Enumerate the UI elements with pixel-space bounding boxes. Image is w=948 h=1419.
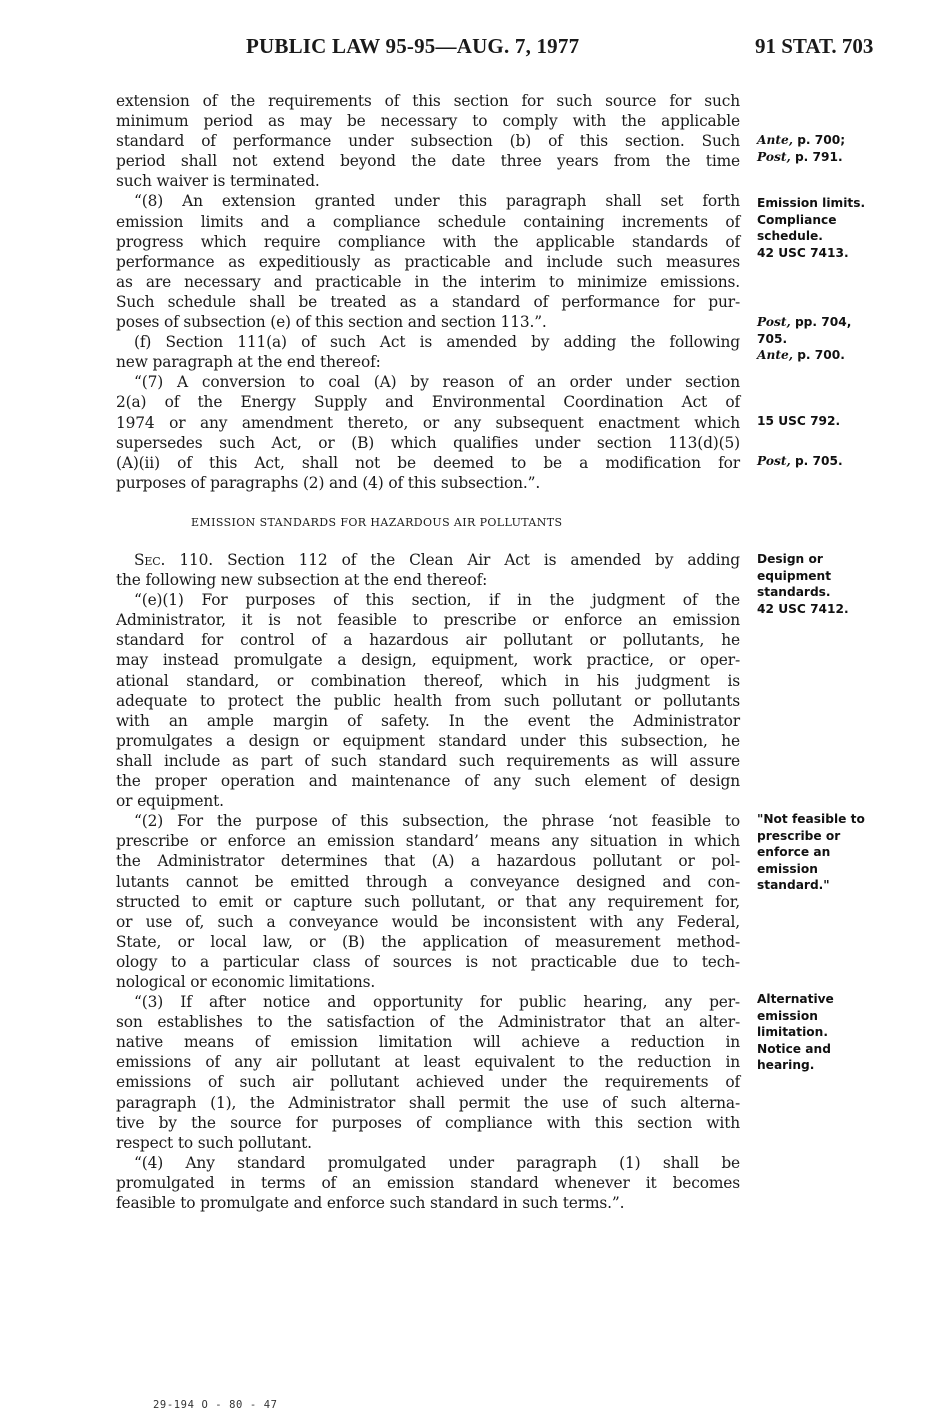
text-line: ational standard, or combination thereof, which in his judgment is (116, 671, 740, 690)
margin-note-line: prescribe or (757, 828, 841, 843)
text-line: progress which require compliance with the applicable standards of (116, 232, 740, 251)
margin-note-ante-post (757, 132, 937, 165)
text-line: new paragraph at the end thereof: (116, 353, 381, 372)
text-line: the proper operation and maintenance of any such element of design (116, 772, 740, 791)
text-line: as are necessary and practicable in the interim to minimize emissions. (116, 272, 740, 291)
margin-note-line: "Not feasible to (757, 812, 865, 826)
margin-note-line: Compliance (757, 212, 837, 227)
text-line: supersedes such Act, or (B) which qualifies under section 113(d)(5) (116, 433, 740, 452)
text-line-sec-110 (116, 550, 740, 570)
margin-note-alternative-emission (757, 991, 937, 1074)
text-line: such waiver is terminated. (116, 172, 320, 191)
margin-note-not-feasible (757, 811, 937, 894)
text-line: purposes of paragraphs (2) and (4) of this subsection.”. (116, 473, 541, 492)
text-line: lutants cannot be emitted through a conveyance designed and con- (116, 872, 740, 891)
text-line: promulgated in terms of an emission standard whenever it becomes (116, 1173, 740, 1192)
text-line: “(8) An extension granted under this paragraph shall set forth (134, 192, 740, 211)
text-line: native means of emission limitation will achieve a reduction in (116, 1033, 740, 1052)
margin-note-line: enforce an (757, 845, 831, 859)
text-line: shall include as part of such standard such requirements as will assure (116, 751, 740, 770)
text-line: “(4) Any standard promulgated under paragraph (1) shall be (134, 1153, 740, 1172)
text-line: (f) Section 111(a) of such Act is amended by adding the following (134, 333, 740, 352)
text-line: structed to emit or capture such pollutant, or that any requirement for, (116, 892, 740, 911)
sec-110-text: 110. Section 112 of the Clean Air Act is amended by adding (165, 551, 740, 569)
margin-note-line: emission (757, 1008, 818, 1023)
margin-note-line: Post, pp. 704, (757, 315, 852, 329)
text-line: may instead promulgate a design, equipment, work practice, or oper- (116, 651, 740, 670)
margin-note-emission-limits (757, 195, 937, 261)
text-line: paragraph (1), the Administrator shall permit the use of such alterna- (116, 1093, 740, 1112)
text-line: emissions of any air pollutant at least equivalent to the reduction in (116, 1053, 740, 1072)
margin-note-line: hearing. (757, 1058, 815, 1072)
margin-note-line: schedule. (757, 229, 823, 243)
margin-note-line: Ante, p. 700. (757, 348, 845, 362)
section-heading: EMISSION STANDARDS FOR HAZARDOUS AIR POLLUTANTS (191, 516, 563, 529)
sec-label: Sec. (134, 551, 166, 569)
margin-note-usc-792 (757, 413, 937, 430)
text-line: emission limits and a compliance schedule containing increments of (116, 212, 740, 231)
text-line: “(e)(1) For purposes of this section, if in the judgment of the (134, 591, 740, 610)
page-header-stat: 91 STAT. 703 (755, 34, 874, 58)
margin-note-line: Design or (757, 552, 823, 566)
text-line: “(3) If after notice and opportunity for public hearing, any per- (134, 993, 740, 1012)
margin-note-line: 42 USC 7412. (757, 601, 849, 616)
margin-note-line: Post, p. 705. (757, 454, 843, 468)
margin-note-line: Alternative (757, 992, 834, 1006)
text-line: or equipment. (116, 792, 224, 811)
text-line: “(2) For the purpose of this subsection, the phrase ‘not feasible to (134, 812, 740, 831)
margin-note-line: Ante, p. 700; (757, 133, 846, 147)
text-line: minimum period as may be necessary to comply with the applicable (116, 112, 740, 131)
text-line: standard of performance under subsection (b) of this section. Such (116, 132, 740, 151)
margin-note-line: 15 USC 792. (757, 414, 841, 428)
text-line: performance as expeditiously as practicable and include such measures (116, 252, 740, 271)
body-text-block-1 (116, 91, 740, 493)
text-line: with an ample margin of safety. In the event the Administrator (116, 711, 740, 730)
text-line: respect to such pollutant. (116, 1133, 312, 1152)
text-line: ology to a particular class of sources is not practicable due to tech- (116, 952, 740, 971)
text-line: emissions of such air pollutant achieved under the requirements of (116, 1073, 740, 1092)
margin-note-post-704 (757, 314, 937, 364)
text-line: tive by the source for purposes of compliance with this section with (116, 1113, 740, 1132)
margin-note-line: Emission limits. (757, 196, 866, 210)
margin-note-line: standard." (757, 878, 830, 892)
text-line: or use of, such a conveyance would be inconsistent with any Federal, (116, 912, 740, 931)
text-line: 1974 or any amendment thereto, or any subsequent enactment which (116, 413, 740, 432)
margin-note-line: 42 USC 7413. (757, 245, 849, 260)
margin-note-post-705 (757, 453, 937, 470)
margin-note-line: Notice and (757, 1041, 831, 1056)
text-line: (A)(ii) of this Act, shall not be deemed to be a modification for (116, 453, 740, 472)
margin-note-line: emission (757, 861, 818, 876)
text-line: standard for control of a hazardous air pollutant or pollutants, he (116, 631, 740, 650)
margin-note-line: 705. (757, 331, 788, 346)
text-line: extension of the requirements of this section for such source for such (116, 92, 740, 110)
text-line: poses of subsection (e) of this section and section 113.”. (116, 313, 547, 332)
text-line: “(7) A conversion to coal (A) by reason of an order under section (134, 373, 740, 392)
printer-code: 29-194 O - 80 - 47 (153, 1399, 278, 1411)
margin-note-design-equipment (757, 551, 937, 617)
text-line: 2(a) of the Energy Supply and Environmental Coordination Act of (116, 393, 740, 412)
text-line: son establishes to the satisfaction of the Administrator that an alter- (116, 1013, 740, 1032)
text-line: the following new subsection at the end thereof: (116, 571, 488, 590)
text-line: Administrator, it is not feasible to prescribe or enforce an emission (116, 611, 740, 630)
text-line: the Administrator determines that (A) a hazardous pollutant or pol- (116, 852, 740, 871)
text-line: adequate to protect the public health from such pollutant or pollutants (116, 691, 740, 710)
margin-note-line: equipment (757, 568, 832, 583)
page-header-title: PUBLIC LAW 95-95—AUG. 7, 1977 (246, 34, 580, 58)
text-line: feasible to promulgate and enforce such standard in such terms.”. (116, 1194, 625, 1212)
text-line: State, or local law, or (B) the application of measurement method- (116, 932, 740, 951)
margin-note-line: Post, p. 791. (757, 149, 843, 164)
text-line: prescribe or enforce an emission standard’ means any situation in which (116, 832, 740, 851)
text-line: promulgates a design or equipment standard under this subsection, he (116, 731, 740, 750)
margin-note-line: standards. (757, 585, 831, 599)
text-line: nological or economic limitations. (116, 972, 376, 991)
body-text-block-2 (116, 550, 740, 1213)
text-line: Such schedule shall be treated as a standard of performance for pur- (116, 292, 740, 311)
margin-note-line: limitation. (757, 1025, 828, 1039)
text-line: period shall not extend beyond the date three years from the time (116, 152, 740, 171)
